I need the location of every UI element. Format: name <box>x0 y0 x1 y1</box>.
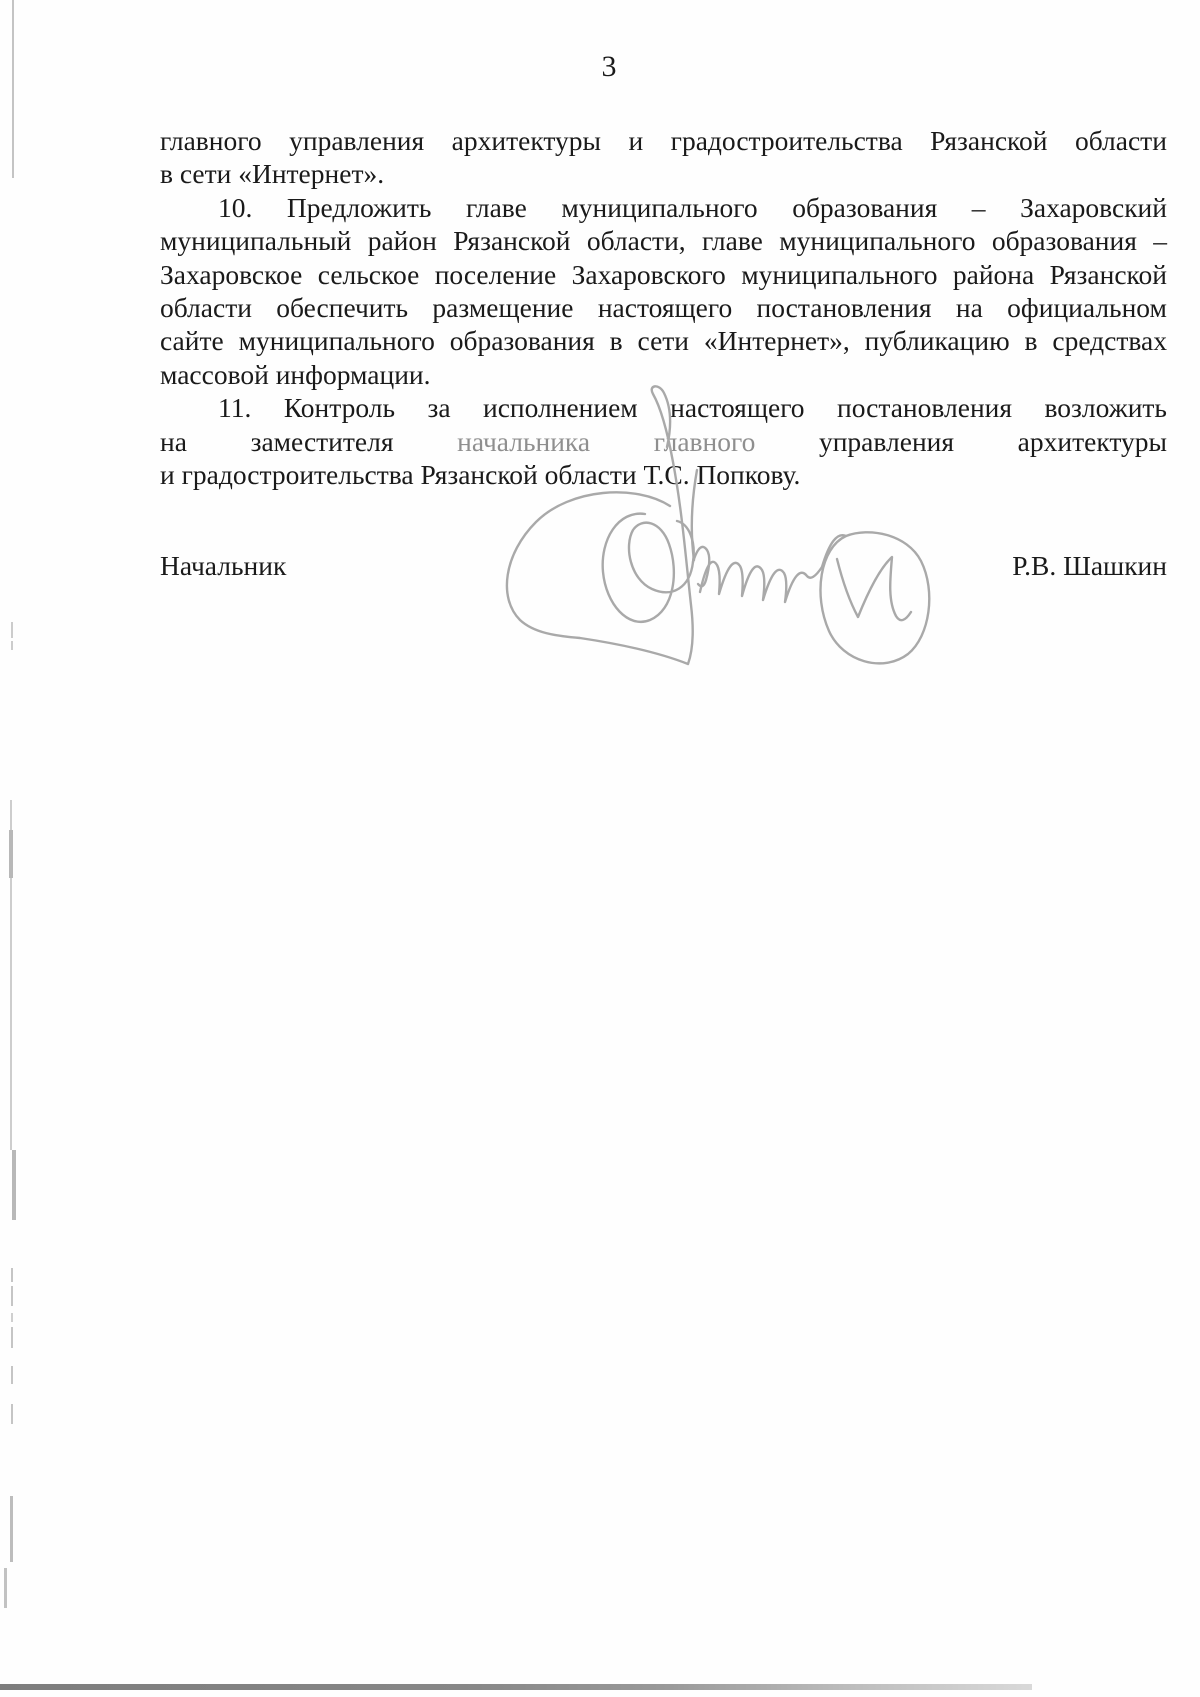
word: Захаровского <box>571 258 726 290</box>
text-line <box>160 124 1167 157</box>
text-line <box>160 391 1167 424</box>
word: Захаровское <box>160 258 303 290</box>
scan-artifact-line <box>11 641 13 650</box>
signature-block <box>160 549 1167 582</box>
word: области <box>160 291 252 323</box>
word: размещение <box>432 291 574 323</box>
word: градостроительства <box>670 125 903 156</box>
word: муниципального <box>561 191 758 223</box>
text-line <box>160 191 1167 224</box>
word: постановления <box>837 392 1013 424</box>
scan-artifact-line <box>11 1286 13 1306</box>
word: управления <box>289 125 425 156</box>
scan-artifact-line <box>10 1496 13 1562</box>
word: сайте <box>160 325 224 357</box>
word: сети <box>637 325 690 357</box>
word: главного <box>160 125 262 156</box>
word: на <box>160 425 187 457</box>
word: и <box>628 125 644 156</box>
word: района <box>952 258 1035 290</box>
signer-name: Р.В. Шашкин <box>1012 550 1167 581</box>
word: возложить <box>1044 392 1167 424</box>
word: «Интернет», <box>703 325 850 357</box>
signer-position-label: Начальник <box>160 550 287 581</box>
scan-artifact-line <box>11 622 13 638</box>
text-line <box>160 224 1167 257</box>
word: Рязанской <box>930 125 1048 156</box>
word: муниципальный <box>160 225 352 257</box>
scan-artifact-line <box>9 830 13 878</box>
document-body <box>160 124 1167 491</box>
word: образования <box>449 325 595 357</box>
word: главе <box>702 225 763 257</box>
word: район <box>367 225 437 257</box>
word: главного <box>653 425 756 457</box>
word: официальном <box>1007 291 1167 323</box>
scan-edge-bar <box>0 1684 1032 1690</box>
word: главе <box>465 191 527 223</box>
word: 10. <box>218 191 253 223</box>
scan-artifact-line <box>11 1313 13 1322</box>
text-line: и градостроительства Рязанской области Т.С. Попкову. <box>160 458 801 490</box>
word: – <box>1153 225 1167 257</box>
scan-artifact-line <box>11 1404 13 1424</box>
scan-artifact-line <box>11 1366 13 1384</box>
scan-artifact-line <box>4 1568 7 1608</box>
word: Рязанской <box>1049 258 1167 290</box>
text-line: массовой информации. <box>160 358 431 390</box>
word: за <box>427 392 451 424</box>
word: начальника <box>457 425 591 457</box>
word: на <box>955 291 983 323</box>
scan-artifact-line <box>12 1150 16 1220</box>
word: муниципального <box>779 225 976 257</box>
word: области, <box>586 225 686 257</box>
text-line <box>160 425 1167 458</box>
scan-artifact-line <box>12 0 14 178</box>
word: исполнением <box>483 392 638 424</box>
word: сельское <box>317 258 420 290</box>
word: управления <box>818 425 955 457</box>
word: образования <box>991 225 1137 257</box>
word: области <box>1074 125 1167 156</box>
word: поселение <box>434 258 557 290</box>
scan-artifact-line <box>11 1327 13 1348</box>
scan-artifact-line <box>11 1268 13 1282</box>
word: Захаровский <box>1020 191 1167 223</box>
word: Рязанской <box>453 225 571 257</box>
word: публикацию <box>864 325 1010 357</box>
word: обеспечить <box>276 291 409 323</box>
text-line: в сети «Интернет». <box>160 158 385 190</box>
word: архитектуры <box>451 125 601 156</box>
word: заместителя <box>250 425 394 457</box>
word: постановления <box>756 291 932 323</box>
word: в <box>1024 325 1038 357</box>
text-line <box>160 258 1167 291</box>
word: муниципального <box>238 325 435 357</box>
word: Контроль <box>283 392 396 424</box>
text-line <box>160 324 1167 357</box>
word: настоящего <box>597 291 733 323</box>
word: архитектуры <box>1017 425 1167 457</box>
word: в <box>609 325 623 357</box>
word: муниципального <box>741 258 938 290</box>
word: средствах <box>1052 325 1167 357</box>
word: – <box>971 191 986 223</box>
word: образования <box>792 191 938 223</box>
text-line <box>160 291 1167 324</box>
word: 11. <box>218 392 252 424</box>
word: Предложить <box>286 191 432 223</box>
page-number: 3 <box>601 50 617 83</box>
word: настоящего <box>670 392 805 424</box>
